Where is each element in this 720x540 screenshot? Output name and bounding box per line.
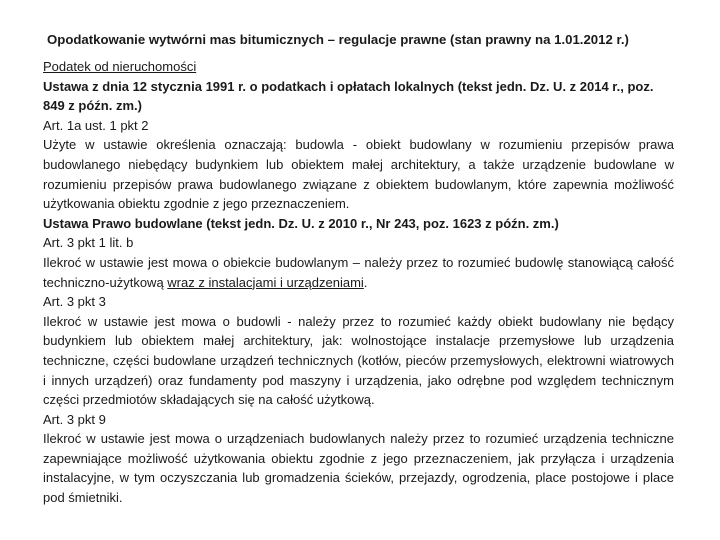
article-text: Ilekroć w ustawie jest mowa o budowli - należy przez to rozumieć każdy obiekt budowlany nie będący budynkiem lub obiektem małej architektury, jak: wolnostojące instalacje przemysłowe lub urządzenia techniczne, części budowlane urządzeń technicznych (kotłów, pieców przemysłowych, elektrowni wiatrowych i innych urządzeń) oraz fundamenty pod maszyny i urządzenia, jako odrębne pod względem technicznym części przedmiotów składających się na całość użytkową. bbox=[43, 313, 674, 408]
page-title: Opodatkowanie wytwórni mas bitumicznych – regulacje prawne (stan prawny na 1.01.2012 r.) bbox=[47, 32, 629, 47]
article-reference: Art. 3 pkt 1 lit. b bbox=[43, 235, 134, 251]
article-text-main: Ilekroć w ustawie jest mowa o obiekcie budowlanym – należy przez to rozumieć budowlę stanowiącą całość techniczno-użytkową bbox=[43, 254, 674, 290]
act-title-building-law: Ustawa Prawo budowlane (tekst jedn. Dz. U. z 2010 r., Nr 243, poz. 1623 z późn. zm.) bbox=[43, 215, 559, 231]
section-heading: Podatek od nieruchomości bbox=[43, 59, 197, 74]
article-text-end: . bbox=[363, 274, 368, 290]
article-text bbox=[43, 253, 674, 292]
article-reference: Art. 3 pkt 9 bbox=[43, 411, 106, 427]
underlined-phrase: wraz z instalacjami i urządzeniami bbox=[167, 274, 364, 290]
article-reference: Art. 1a ust. 1 pkt 2 bbox=[43, 117, 149, 133]
article-reference: Art. 3 pkt 3 bbox=[43, 294, 106, 310]
article-text: Ilekroć w ustawie jest mowa o urządzeniach budowlanych należy przez to rozumieć urządzenia techniczne zapewniające możliwość użytkowania obiektu zgodnie z jego przeznaczeniem, jak przyłącza i urządzenia instalacyjne, w tym oczyszczania lub gromadzenia ścieków, przejazdy, ogrodzenia, place postojowe i place pod śmietniki. bbox=[43, 431, 674, 506]
document-body bbox=[43, 57, 674, 508]
act-title-local-taxes: Ustawa z dnia 12 stycznia 1991 r. o podatkach i opłatach lokalnych (tekst jedn. Dz. U. z 2014 r., poz. 849 z późn. zm.) bbox=[43, 78, 654, 114]
article-text: Użyte w ustawie określenia oznaczają: budowla - obiekt budowlany w rozumieniu przepisów prawa budowlanego niebędący budynkiem lub obiektem małej architektury, a także urządzenie budowlane w rozumieniu przepisów prawa budowlanego związane z obiektem budowlanym, które zapewnia możliwość użytkowania obiektu zgodnie z jego przeznaczeniem. bbox=[43, 137, 674, 212]
